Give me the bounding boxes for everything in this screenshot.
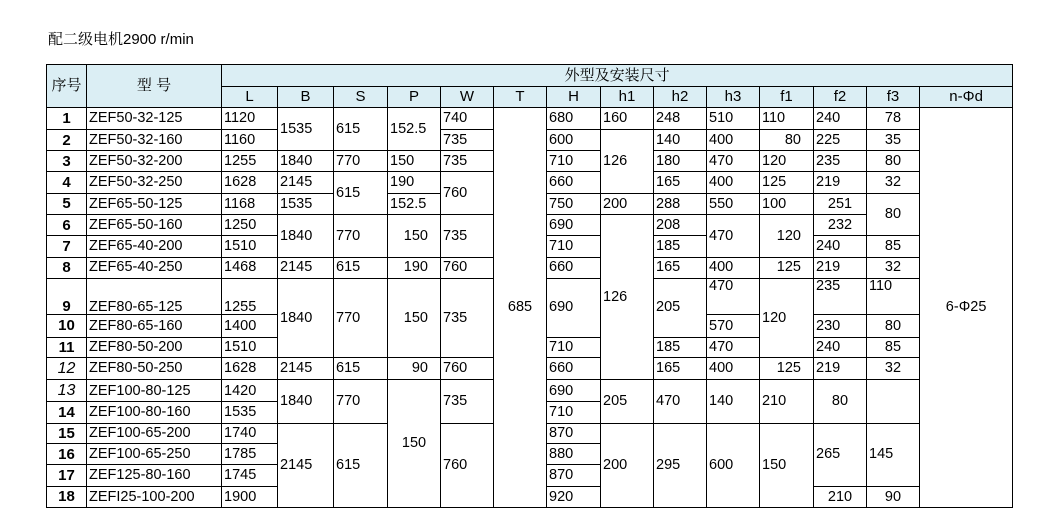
cell-H: 660: [547, 257, 601, 278]
cell-L: 1510: [222, 337, 278, 357]
cell-f3: 85: [867, 236, 920, 257]
model-cell: ZEF100-65-200: [87, 423, 222, 443]
cell-f3: 80: [814, 380, 867, 424]
row-index: 16: [47, 444, 87, 465]
row-index: 4: [47, 172, 87, 193]
cell-W: 735: [441, 129, 494, 150]
cell-f1: 120: [760, 151, 814, 172]
cell-H: 710: [547, 236, 601, 257]
model-cell: ZEF65-40-250: [87, 257, 222, 278]
header-nd: n-Φd: [920, 87, 1013, 107]
row-index: 1: [47, 107, 87, 129]
cell-P: 190: [388, 257, 441, 278]
cell-H: 690: [547, 380, 601, 402]
cell-B: 1535: [278, 107, 334, 151]
cell-h1: 200: [601, 193, 654, 214]
row-index: 10: [47, 315, 87, 337]
model-cell: ZEF65-40-200: [87, 236, 222, 257]
header-B: B: [278, 87, 334, 107]
cell-h2: 205: [601, 380, 654, 424]
cell-f1: 150: [760, 423, 814, 507]
model-cell: ZEF80-50-250: [87, 357, 222, 379]
cell-L: 1535: [222, 402, 278, 423]
cell-f1: 125: [760, 257, 814, 278]
header-S: S: [334, 87, 388, 107]
cell-f2: 230: [814, 315, 867, 337]
cell-f2: 251: [814, 193, 867, 214]
cell-h2: 205: [654, 278, 707, 337]
cell-f1: 125: [760, 172, 814, 193]
model-cell: ZEF80-65-125: [87, 278, 222, 314]
cell-B: 1840: [278, 380, 334, 424]
cell-h2: 288: [654, 193, 707, 214]
cell-nd: 6-Φ25: [920, 107, 1013, 507]
cell-S: 770: [334, 151, 388, 172]
cell-h3: 470: [707, 278, 760, 314]
cell-f2: 235: [814, 278, 867, 314]
header-h1: h1: [601, 87, 654, 107]
cell-W: 735: [441, 380, 494, 424]
cell-h3: 510: [707, 107, 760, 129]
cell-B: 2145: [278, 357, 334, 379]
cell-h3: 600: [707, 423, 760, 507]
cell-f2: 210: [760, 380, 814, 424]
cell-f2: 225: [814, 129, 867, 150]
cell-h2: 295: [654, 423, 707, 507]
cell-H: 880: [547, 444, 601, 465]
cell-f2: 232: [814, 214, 867, 235]
cell-B: 1535: [278, 193, 334, 214]
cell-L: 1740: [222, 423, 278, 443]
model-cell: ZEFI25-100-200: [87, 486, 222, 507]
cell-h2: 185: [654, 337, 707, 357]
cell-W: 760: [441, 423, 494, 507]
row-index: 5: [47, 193, 87, 214]
cell-P: 190: [388, 172, 441, 193]
cell-H: 710: [547, 337, 601, 357]
cell-h2: 185: [654, 236, 707, 257]
cell-B: 1840: [278, 214, 334, 257]
row-index: 15: [47, 423, 87, 443]
header-f2: f2: [814, 87, 867, 107]
cell-h3: 550: [707, 193, 760, 214]
model-cell: ZEF100-80-125: [87, 380, 222, 402]
cell-h3: 470: [707, 214, 760, 257]
cell-h3: 400: [707, 357, 760, 379]
header-model: 型 号: [87, 65, 222, 108]
cell-h1: 126: [601, 214, 654, 379]
cell-f1: 80: [760, 129, 814, 150]
cell-H: 920: [547, 486, 601, 507]
cell-f3: 32: [867, 172, 920, 193]
cell-L: 1628: [222, 357, 278, 379]
cell-L: 1900: [222, 486, 278, 507]
cell-L: 1120: [222, 107, 278, 129]
cell-H: 660: [547, 357, 601, 379]
cell-h2: 208: [654, 214, 707, 235]
cell-P: 150: [388, 278, 441, 357]
cell-W: 735: [441, 278, 494, 357]
cell-h3: 400: [707, 129, 760, 150]
model-cell: ZEF50-32-250: [87, 172, 222, 193]
header-index: 序号: [47, 65, 87, 108]
cell-B: 1840: [278, 151, 334, 172]
row-index: 6: [47, 214, 87, 235]
row-index: 2: [47, 129, 87, 150]
cell-h2: 140: [654, 129, 707, 150]
row-index: 18: [47, 486, 87, 507]
cell-P: 150: [388, 151, 441, 172]
cell-H: 870: [547, 465, 601, 486]
row-index: 17: [47, 465, 87, 486]
page-title: 配二级电机2900 r/min: [48, 31, 194, 48]
cell-h2: 180: [654, 151, 707, 172]
cell-h2: 165: [654, 257, 707, 278]
cell-h1: 126: [601, 129, 654, 193]
cell-P: 150: [388, 380, 441, 508]
row-index: 9: [47, 278, 87, 314]
cell-S: 770: [334, 380, 388, 424]
cell-H: 660: [547, 172, 601, 193]
cell-L: 1510: [222, 236, 278, 257]
model-cell: ZEF50-32-160: [87, 129, 222, 150]
cell-f3: 80: [867, 151, 920, 172]
cell-L: 1168: [222, 193, 278, 214]
cell-B: 2145: [278, 257, 334, 278]
cell-W: 760: [441, 257, 494, 278]
cell-B: 1840: [278, 278, 334, 357]
cell-W: 760: [441, 172, 494, 215]
cell-B: 2145: [278, 423, 334, 507]
cell-f2: 235: [814, 151, 867, 172]
cell-f2: 219: [814, 257, 867, 278]
cell-f2: 240: [814, 107, 867, 129]
model-cell: ZEF65-50-125: [87, 193, 222, 214]
header-f1: f1: [760, 87, 814, 107]
cell-L: 1250: [222, 214, 278, 235]
cell-L: 1785: [222, 444, 278, 465]
cell-W: 760: [441, 357, 494, 379]
cell-h3: 470: [654, 380, 707, 424]
row-index: 12: [47, 357, 87, 379]
cell-f1: 120: [760, 278, 814, 357]
cell-f1: 125: [760, 357, 814, 379]
cell-P: 90: [388, 357, 441, 379]
cell-L: 1468: [222, 257, 278, 278]
cell-h3: 570: [707, 315, 760, 337]
cell-H: 680: [547, 107, 601, 129]
header-L: L: [222, 87, 278, 107]
cell-W: 735: [441, 151, 494, 172]
cell-f3: 32: [867, 357, 920, 379]
cell-S: 615: [334, 357, 388, 379]
cell-W: 735: [441, 214, 494, 257]
model-cell: ZEF80-50-200: [87, 337, 222, 357]
cell-h3: 470: [707, 337, 760, 357]
cell-L: 1400: [222, 315, 278, 337]
cell-f3: 32: [867, 257, 920, 278]
model-cell: ZEF65-50-160: [87, 214, 222, 235]
cell-H: 710: [547, 151, 601, 172]
header-h3: h3: [707, 87, 760, 107]
model-cell: ZEF50-32-200: [87, 151, 222, 172]
cell-L: 1255: [222, 278, 278, 314]
cell-f3: 110: [867, 278, 920, 314]
cell-h1: 200: [601, 423, 654, 507]
cell-L: 1628: [222, 172, 278, 193]
cell-W: 740: [441, 107, 494, 129]
header-h2: h2: [654, 87, 707, 107]
cell-H: 750: [547, 193, 601, 214]
cell-f3: 80: [867, 315, 920, 337]
cell-L: 1745: [222, 465, 278, 486]
model-cell: ZEF80-65-160: [87, 315, 222, 337]
header-T: T: [494, 87, 547, 107]
cell-h2: 248: [654, 107, 707, 129]
cell-P: 152.5: [388, 107, 441, 151]
cell-f1: 110: [760, 107, 814, 129]
cell-H: 690: [547, 278, 601, 337]
cell-f2: 210: [814, 486, 867, 507]
cell-B: 2145: [278, 172, 334, 193]
cell-f2: 265: [814, 423, 867, 486]
cell-h3: 400: [707, 257, 760, 278]
cell-S: 770: [334, 278, 388, 357]
header-P: P: [388, 87, 441, 107]
row-index: 7: [47, 236, 87, 257]
cell-f2: 219: [814, 357, 867, 379]
cell-f3: 80: [867, 193, 920, 236]
dimension-table: [46, 64, 1013, 508]
cell-f3: 90: [867, 486, 920, 507]
row-index: 8: [47, 257, 87, 278]
cell-f3: 35: [867, 129, 920, 150]
cell-P: 150: [388, 214, 441, 257]
cell-H: 870: [547, 423, 601, 443]
cell-f2: 240: [814, 337, 867, 357]
cell-S: 615: [334, 423, 388, 507]
cell-S: 615: [334, 257, 388, 278]
cell-T: 685: [494, 107, 547, 507]
cell-L: 1160: [222, 129, 278, 150]
model-cell: ZEF125-80-160: [87, 465, 222, 486]
model-cell: ZEF100-80-160: [87, 402, 222, 423]
row-index: 14: [47, 402, 87, 423]
cell-h3: 470: [707, 151, 760, 172]
model-cell: ZEF100-65-250: [87, 444, 222, 465]
cell-h2: 165: [654, 172, 707, 193]
cell-h2: 165: [654, 357, 707, 379]
cell-f2: 240: [814, 236, 867, 257]
cell-f3: 78: [867, 107, 920, 129]
cell-h3: 400: [707, 172, 760, 193]
cell-f3: 145: [867, 423, 920, 486]
row-index: 13: [47, 380, 87, 402]
cell-f3: 85: [867, 337, 920, 357]
header-dimensions-group: 外型及安装尺寸: [222, 65, 1013, 87]
cell-h1: 160: [601, 107, 654, 129]
model-cell: ZEF50-32-125: [87, 107, 222, 129]
cell-S: 770: [334, 214, 388, 257]
row-index: 11: [47, 337, 87, 357]
row-index: 3: [47, 151, 87, 172]
cell-P: 152.5: [388, 193, 441, 214]
header-H: H: [547, 87, 601, 107]
header-f3: f3: [867, 87, 920, 107]
cell-S: 615: [334, 172, 388, 215]
cell-H: 690: [547, 214, 601, 235]
header-W: W: [441, 87, 494, 107]
cell-f1: 120: [760, 214, 814, 257]
cell-L: 1255: [222, 151, 278, 172]
cell-f1: 100: [760, 193, 814, 214]
cell-S: 615: [334, 107, 388, 151]
cell-L: 1420: [222, 380, 278, 402]
cell-f1: 140: [707, 380, 760, 424]
cell-H: 710: [547, 402, 601, 423]
cell-H: 600: [547, 129, 601, 150]
cell-f2: 219: [814, 172, 867, 193]
